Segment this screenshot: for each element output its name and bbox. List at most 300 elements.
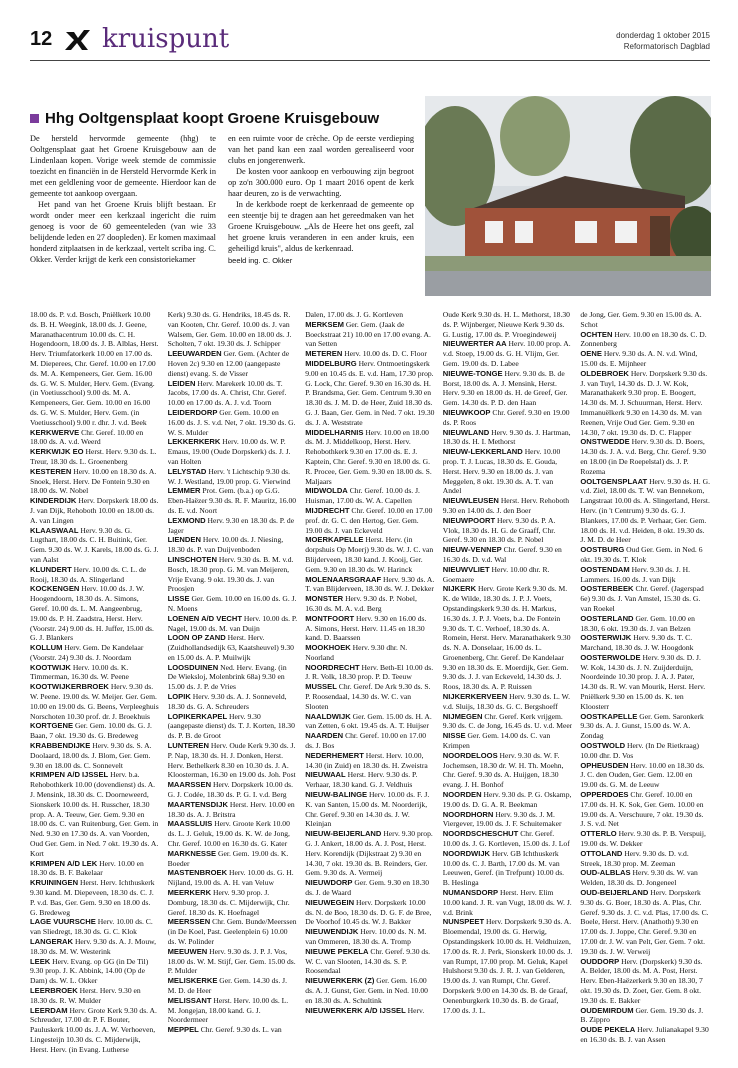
service-entry	[305, 878, 435, 898]
service-entry	[168, 663, 298, 692]
service-details: Herv. GB Ichthuskerk 10.00 ds. C. J. Barth, 17.00 ds. M. van Leeuwen, Geref. (in Trefpunt) 10.00 ds. B. Heslinga	[442, 848, 565, 888]
place-name: LIENDEN	[167, 535, 201, 545]
service-entry	[168, 976, 298, 996]
service-entry	[305, 712, 435, 732]
service-details: Herv. 10.00 ds. D. C. Floor	[344, 349, 427, 359]
section-title: kruispunt	[102, 24, 230, 54]
place-name: LEXMOND	[167, 515, 206, 525]
service-details: Chr. Geref. De Ark 9.30 ds. S. P. Roosendaal, 14.30 ds. W. C. van Slooten	[305, 682, 431, 711]
service-details: Herv. Grote Kerk 9.30 ds. A. Schreuder, 17.00 dr. P. F. Bouter, Pauluskerk 10.00 ds. J. A. W. Verhoeven, Lingesteijn 10.30 ds. C. Mijderwijk, Herst. Herv. (in Evang. Lutherse	[30, 1005, 157, 1054]
service-details: Herv. 10.00 en 18.30 ds. J. C. den Ouden, Ger. Gem. 12.00 en 19.00 ds. G. M. de Leeuw	[580, 760, 705, 790]
service-details: Herst. Herv. Rehoboth 9.30 en 14.00 ds. J. den Boer	[442, 496, 570, 515]
place-name: NUMANSDORP	[442, 888, 499, 898]
place-name: NIEUWERKERK A/D IJSSEL	[305, 1005, 406, 1015]
place-name: LEERBROEK	[30, 985, 78, 995]
service-entry	[443, 428, 573, 448]
place-name: NIEUWPOORT	[442, 515, 496, 525]
issue-info	[616, 30, 710, 52]
page-header	[30, 24, 710, 61]
place-name: NIJMEGEN	[442, 711, 483, 721]
service-details: Herv. 9.30 ds. J. Hartman, 18.30 ds. H. I. Methorst	[442, 427, 571, 447]
service-entry	[305, 643, 435, 663]
service-entry	[168, 535, 298, 555]
service-details: Herv. 9.30 ds. P. G. Oskamp, 19.00 ds. D. G. A. R. Beekman	[442, 790, 572, 809]
service-details: Chr. Geref. 10.00 ds. J. G. Kortleven, 15.00 ds. J. Lof	[442, 829, 570, 849]
service-details: Herv. Gem. De Kandelaar (Voorstr. 24) 9.30 ds. J. Noordam	[30, 643, 144, 662]
service-entry	[168, 741, 298, 780]
place-name: MUSSEL	[305, 682, 337, 692]
service-details: Herv. 10.00 ds. J. Niesing, 18.30 ds. P. van Duijvenboden	[167, 535, 284, 555]
place-name: OOSTERLAND	[580, 613, 634, 623]
service-entry	[305, 751, 435, 771]
listing-column-3	[305, 310, 435, 1060]
service-entry	[30, 741, 160, 770]
service-entry	[168, 516, 298, 536]
service-details: Herv. Dorpskerk 9.30 ds. J. van Tuyl, 14.30 ds. D. J. W. Kok, Maranathakerk 9.30 prop. E. Boogert, 14.30 ds. M. J. Schuurman, Herst. Herv. Immanuëlkerk 9.30 en 14.30 ds. M. van Reenen, Vrije Oud Ger. Gem. 9.30 en 14.30, 7 okt. 19.30 ds. D. C. Flapper	[580, 368, 708, 437]
service-details: Ger. Gem. 14.30 ds. J. M. D. de Heer	[167, 976, 288, 995]
place-name: LEEUWARDEN	[167, 349, 222, 359]
service-entry	[305, 663, 435, 683]
listing-column-5	[580, 310, 710, 1060]
place-name: NIEUWENDIJK	[305, 927, 359, 937]
service-details: Oud Ger. Gem. in Ned. 6 okt. 19.30 ds. T. Klok	[580, 545, 703, 564]
place-name: KOCKENGEN	[30, 584, 80, 594]
service-entry	[580, 584, 710, 613]
service-details: Herv. 9.30 en 18.30 ds. P. de Jager	[167, 515, 295, 535]
service-entry	[30, 957, 160, 986]
service-details: Herv. 9.30 ds. B. M. v.d. Bosch, 18.30 prop. G. M. van Meijeren, Vrije Evang. 9 okt. 19.30 ds. J. van Proosjen	[167, 554, 294, 594]
place-name: OTTERLO	[580, 829, 617, 839]
service-entry	[168, 437, 298, 466]
service-details: Herv. 9.30 ds. J. H. Lammers. 16.00 ds. J. van Dijk	[580, 564, 690, 584]
service-entry	[305, 359, 435, 428]
service-entry	[168, 467, 298, 487]
place-name: NIEUWEGEIN	[305, 897, 355, 907]
service-entry	[305, 682, 435, 711]
service-entry	[168, 692, 298, 712]
service-entry	[168, 868, 298, 888]
service-entry	[30, 937, 160, 957]
building-image	[425, 96, 711, 296]
service-details: Dalen, 17.00 ds. J. G. Kortleven	[305, 310, 404, 319]
page-number: 12	[30, 28, 53, 50]
service-details: Herv. 9.30 ds. D. J. W. Kok, 14.30 ds. J. N. Zuijderduijn, Noordeinde 10.30 prop. J. A. J. Pater, 14.30 ds. R. W. van Mourik, Herst. Herv. Pniëlkerk 9.30 en 15.00 ds. K. ten Kloosterr	[580, 652, 706, 711]
article	[30, 110, 414, 266]
service-details: Oude Kerk 9.30 ds. H. L. Methorst, 18.30 ds. P. Wijnberger, Nieuwe Kerk 9.30 ds. G. Lustig, 17.00 ds. P. Vroegindeweij	[442, 310, 570, 339]
place-name: MEEUWEN	[167, 946, 208, 956]
service-details: Kerk) 9.30 ds. G. Hendriks, 18.45 ds. R. van Kooten, Chr. Geref. 10.00 ds. J. van Walsem, Ger. Gem. 10.00 en 18.00 ds. J. Scholten, 7 okt. 19.30 ds. J. Schipper	[167, 310, 292, 349]
service-details: Ger. Gem. 9.30 en 18.30 ds. J. de Waard	[305, 878, 430, 898]
service-entry	[168, 888, 298, 917]
service-details: Herv. 9.30 ds. H. G. v.d. Ziel, 18.00 ds. T. W. van Bennekom, Langstraat 10.00 ds. A. Slingerland, Herst. Herv. (in 't Centrum) 9.30 ds. G. J. Blankers, 17.00 ds. P. Verhaar, Ger. Gem. 18.00 ds. H. v.d. Heiden, 8 okt. 19.30 ds. J. M. D. de Heer	[580, 476, 710, 545]
service-details: Herv. 9.30 ds. A. T. van Blijderveen, 18.30 ds. W. J. Dekker	[305, 574, 435, 594]
service-entry	[580, 1006, 710, 1026]
service-details: Herv. Marekerk 10.00 ds. T. Jacobs, 17.00 ds. A. Christ, Chr. Geref. 10.00 en 17.00 ds. A. J. v.d. Toorn	[167, 378, 287, 408]
service-details: Herv. 10.00 ds. K. Timmerman, 16.30 ds. W. Peene	[30, 662, 129, 682]
service-details: Chr. Geref. 10.00 en 17.00 prof. dr. G. C. den Hertog, Ger. Gem. 19.00 ds. J. van Eckeveld	[305, 505, 433, 535]
place-name: NIEUWVLIET	[442, 564, 490, 574]
service-details: Chr. Geref. 10.00 en 17.00 ds. H. K. Sok, Ger. Gem. 10.00 en 19.00 ds. A. Verschuure, 7 okt. 19.30 ds. J. S. v.d. Net	[580, 790, 704, 829]
place-name: KOLLUM	[30, 643, 63, 653]
place-name: LEERDAM	[30, 1005, 68, 1015]
service-entry	[30, 643, 160, 663]
place-name: NIEUWAAL	[305, 770, 346, 780]
article-column-2	[228, 133, 414, 266]
service-entry	[443, 447, 573, 496]
service-entry	[580, 330, 710, 350]
place-name: MELISSANT	[167, 995, 212, 1005]
place-name: KRUININGEN	[30, 878, 79, 888]
service-details: Herv. 9.30 ds. P. A. Vlok, 18.30 ds. H. G. de Graaff, Chr. Geref. 9.30 en 18.30 ds. P. Nobel	[442, 515, 556, 545]
place-name: MIJDRECHT	[305, 505, 350, 515]
place-name: NISSE	[442, 731, 466, 741]
service-details: Herv. 9.30 ds. B. de Borst, 18.00 ds. A. J. Mensink, Herst. Herv. 9.30 en 18.00 ds. H. de Greef, Ger. Gem. 14.30 ds. P. D. den Haan	[442, 368, 568, 408]
place-name: KERKWERVE	[30, 427, 80, 437]
service-entry	[580, 633, 710, 653]
place-name: MONSTER	[305, 594, 344, 604]
place-name: NOORDEN	[442, 790, 482, 800]
service-entry	[305, 506, 435, 535]
service-entry	[168, 947, 298, 976]
service-entry	[168, 1025, 298, 1035]
service-entry	[443, 810, 573, 830]
service-entry	[580, 349, 710, 369]
service-entry	[168, 349, 298, 378]
place-name: NIJKERKERVEEN	[442, 692, 508, 702]
service-entry	[580, 369, 710, 438]
place-name: LISSE	[167, 594, 190, 604]
place-name: MASTENBROEK	[167, 868, 228, 878]
service-details: Herv. 9.30 ds. D. v.d. Streek, 18.30 prop. M. Zeeman	[580, 848, 689, 868]
place-name: LINSCHOTEN	[167, 554, 217, 564]
service-entry	[580, 653, 710, 712]
service-entry	[168, 614, 298, 634]
place-name: MOOKHOEK	[305, 643, 351, 653]
service-entry	[168, 712, 298, 741]
service-entry	[30, 721, 160, 741]
service-details: Herv. 9.30 ds. W. Peene. 19.00 ds. W. Meijer. Ger. Gem. 10.00 en 19.00 ds. G. Beens, Verpleeghuis Norschoten 10.30 prof. dr. J. Broekhuis	[30, 682, 159, 721]
service-entry	[168, 819, 298, 848]
service-details: Herv. 10.00 en 18.00 ds. M. J. Middelkoop, Herst. Herv. Rehobothkerk 9.30 en 17.00 ds. E. J. Kaptein, Chr. Geref. 9.30 en 18.00 ds. G. R. Procee, Ger. Gem. 9.30 en 18.00 ds. S. Maljaars	[305, 427, 432, 486]
place-name: OUD-ALBLAS	[580, 868, 631, 878]
place-name: OCHTEN	[580, 329, 613, 339]
service-entry	[443, 790, 573, 810]
place-name: OUDDORP	[580, 956, 620, 966]
place-name: OOSTBURG	[580, 545, 625, 555]
place-name: OUDEMIRDUM	[580, 1005, 634, 1015]
place-name: MOERKAPELLE	[305, 535, 364, 545]
place-name: OLDEBROEK	[580, 368, 629, 378]
service-entry	[580, 545, 710, 565]
service-entry	[443, 712, 573, 732]
service-details: Herv. 10.00 prop. T. J. Lucas, 18.30 ds. E. Gouda, Herst. Herv. 9.30 en 18.00 ds. J. van Meggelen, 8 okt. 19.30 ds. A. T. van Andel	[442, 447, 561, 496]
place-name: NIEUWLAND	[442, 427, 490, 437]
service-entry	[580, 741, 710, 761]
place-name: LOON OP ZAND	[167, 633, 226, 643]
service-details: Herv. Dorpskerk 10.00 ds. G. J. Codée, 18.30 ds. P. G. I. v.d. Berg	[167, 780, 294, 800]
service-details: Ger. Gem. 14.00 ds. C. van Krimpen	[442, 731, 551, 751]
photo-caption: beeld ing. C. Okker	[228, 256, 293, 265]
place-name: NIEUWERKERK (Z)	[305, 976, 375, 986]
service-entry	[580, 437, 710, 476]
article-paragraph: en een ruimte voor de crèche. Op de eerste verdieping van het pand kan een zaal worden gerealiseerd voor clubs en jongerenwerk.	[228, 134, 414, 165]
place-name: NIEUWE PEKELA	[305, 946, 369, 956]
service-details: Chr. Geref. 10.00 en 17.00 ds. J. Bos	[305, 731, 427, 751]
service-details: Herv. 10.00 ds. W. P. Emaus, 19.00 (Oude Dorpskerk) ds. J. J. van Holten	[167, 437, 291, 466]
service-entry	[580, 712, 710, 741]
service-entry	[443, 829, 573, 849]
service-entry	[305, 349, 435, 359]
service-details: Herv. 9.30 ds. A. J. Mouw, 18.30 ds. M. W. Westerink	[30, 937, 157, 956]
place-name: OOSTKAPELLE	[580, 711, 638, 721]
service-details: Herst. Herv. 9.30 en 18.30 ds. R. W. Mulder	[30, 985, 141, 1005]
service-entry	[168, 633, 298, 662]
service-details: Herv. 10.00 prop. A. v.d. Stoep, 19.00 ds. G. H. Vlijm, Ger. Gem. 19.00 ds. D. Labee	[442, 339, 571, 368]
place-name: OOSTWOLD	[580, 741, 626, 751]
place-name: KORTGENE	[30, 721, 74, 731]
service-details: Ger. Gem. 10.00 en 16.00 ds. J. S. v.d. Net, 7 okt. 19.30 ds. G. W. S. Mulder	[167, 407, 296, 437]
service-entry	[168, 780, 298, 800]
service-entry	[305, 428, 435, 487]
place-name: NOORDSCHESCHUT	[442, 829, 519, 839]
service-entry	[30, 878, 160, 917]
service-details: Herv. Evang. op GG (in De Til) 9.30 prop. J. K. Abbink, 14.00 (Op de Dam) ds. W. L. Okker	[30, 956, 149, 986]
service-details: Herv. 9.30 ds. A. N. v.d. Wind, 15.00 ds. E. Mijnheer	[580, 349, 698, 368]
service-details: Herv. 9.30 ds. G. Lugthart, 18.00 ds. C. H. Buitink, Ger. Gem. 9.30 ds. W. J. Karels, 18.00 ds. G. J. van Aalst	[30, 525, 159, 564]
place-name: NIEUWERTER AA	[442, 339, 507, 349]
service-details: Chr. Geref. 9.30 ds. L. van	[200, 1025, 282, 1035]
service-details: Chr. Geref. 9.30 en 16.30 ds. D. v.d. Wal	[442, 545, 562, 564]
service-details: Ger. Gem. (Jaak de Boeckstraat 21) 10.00 en 17.00 evang. A. van Setten	[305, 319, 431, 349]
service-details: Herv. 9.30 ds. S. A. Doolaard, 18.00 ds. J. Blom, Ger. Gem. 9.30 en 18.00 ds. C. Sonnevelt	[30, 741, 152, 770]
place-name: NIEUWE-TONGE	[442, 368, 503, 378]
place-name: KERKWIJK EO	[30, 447, 84, 457]
place-name: NOORDELOOS	[442, 750, 498, 760]
service-details: Herv. Ontmoetingskerk 9.00 en 10.45 ds. E. v.d. Ham, 17.30 prop. G. Lock, Chr. Geref. 9.30 en 16.30 ds. H. P. Brandsma, Ger. Gem. Centrum 9.30 en 18.30 ds. J. M. D. de Heer, Zuid 18.30 ds. G. J. Baan, Ger. Gem. in Ned. 7 okt. 19.30 ds. J. A. Weststrate	[305, 358, 435, 427]
service-entry	[580, 761, 710, 790]
issue-date: donderdag 1 oktober 2015	[616, 31, 710, 40]
service-entry	[30, 496, 160, 525]
service-details: Ger. Gem. (Achter de Hoven 2c) 9.30 en 12.00 (aangepaste dienst) evang. S. de Visser	[167, 349, 290, 378]
article-paragraph: De kosten voor aankoop en verbouwing zijn begroot op zo'n 300.000 euro. Op 1 maart 2016 opent de kerk haar deuren, zo is de verwachting.	[228, 167, 414, 198]
service-details: Chr. Geref. 9.30 ds. W. C. van Slooten, 14.30 ds. S. P. Roosendaal	[305, 946, 431, 976]
service-entry	[443, 917, 573, 1015]
headline-text: Hhg Ooltgensplaat koopt Groene Kruisgebouw	[45, 110, 380, 127]
service-entry	[30, 310, 160, 428]
service-entry	[443, 584, 573, 692]
service-details: Herv. Julianakapel 9.30 en 16.30 ds. B. J. van Assen	[580, 1025, 709, 1044]
service-entry	[305, 770, 435, 790]
service-entry	[305, 790, 435, 829]
service-details: Herv. 9.30 ds. W. F. Jochemsen, 18.30 dr. W. H. Th. Moehn, Chr. Geref. 9.30 ds. A. Huijgen, 18.30 evang. J. H. Bonhof	[442, 750, 564, 790]
service-details: Ger. Gem. 10.00 ds. G. J. Baan, 7 okt. 19.30 ds. G. Bredeweg	[30, 721, 152, 741]
service-details: Herv. 10.00 ds. C. van Sliedregt, 18.30 ds. G. C. Klok	[30, 917, 153, 937]
article-paragraph: Het pand van het Groene Kruis blijft bestaan. Er wordt onder meer een kerkzaal ingericht die ruim genoeg is voor de 60 gemeenteleden (van wie 33 belijdende leden en 27 doopleden). Er komen maximaal honderd zitplaatsen in de kerkzaal, vertelt scriba ing. C. Okker. Verder krijgt de kerk een consistoriekamer	[30, 200, 216, 264]
place-name: OOSTERWIJK	[580, 633, 632, 643]
place-name: KRABBENDIJKE	[30, 741, 91, 751]
service-entry	[30, 986, 160, 1006]
place-name: KOOTWIJK	[30, 662, 71, 672]
place-name: OENE	[580, 349, 602, 359]
service-entry	[580, 477, 710, 546]
service-entry	[443, 310, 573, 339]
place-name: NUNSPEET	[442, 917, 485, 927]
service-details: Prot. Gem. (b.a.) op G.G. Eben-Haëzer 9.30 ds. R. F. Mauritz, 16.00 ds. E. v.d. Noort	[167, 486, 297, 515]
service-entry	[30, 859, 160, 879]
service-entry	[305, 535, 435, 574]
place-name: NIEUW-LEKKERLAND	[442, 447, 523, 457]
service-details: Herv. 10.00 ds. J. W. Hoogendoorn, 18.30 ds. A. Simons, Geref. 10.00 ds. L. M. Aangeenbrug, 19.00 ds. P. H. Zaadstra, Herst. Herv. (Voorstr. 24) 9.00 ds. H. Juffer, 15.00 ds. G. J. Blankers	[30, 584, 154, 643]
service-entry	[443, 565, 573, 585]
service-details: Herv. (In De Rietkraag) 10.00 dhr. D. Vos	[580, 741, 700, 760]
place-name: LAGE VUURSCHE	[30, 917, 96, 927]
place-name: KLUNDERT	[30, 564, 72, 574]
article-headline	[30, 110, 414, 127]
service-details: Herv. (Dorpskerk) 9.30 ds. A. Belder, 18.00 ds. M. A. Post, Herst. Herv. Eben-Haëzerkerk 9.30 en 18.30, 7 okt. 19.30 ds. D. Zoet, Ger. Gem. 8 okt. 19.30 ds. E. Bakker	[580, 956, 703, 1005]
service-entry	[305, 829, 435, 878]
service-entry	[580, 565, 710, 585]
service-entry	[580, 957, 710, 1006]
place-name: MEPPEL	[167, 1025, 199, 1035]
service-entry	[30, 682, 160, 721]
place-name: KLAASWAAL	[30, 525, 79, 535]
place-name: MERKSEM	[305, 319, 345, 329]
service-details: Herv. 10.00 en 18.30 ds. A. Snoek, Herst. Herv. De Fontein 9.30 en 18.00 ds. W. Nobel	[30, 466, 157, 496]
service-details: Herv. Dorpskerk 10.00 ds. N. de Boo, 18.30 ds. D. G. F. de Bree, De Voorhof 10.45 ds. W. J. Bakker	[305, 897, 432, 927]
place-name: METEREN	[305, 349, 343, 359]
service-entry	[305, 614, 435, 643]
service-details: Herst. Herv. 9.30 ds. P. Verhaar, 18.30 kand. G. J. Veldhuis	[305, 770, 418, 790]
place-name: NIEUW-BALINGE	[305, 790, 368, 800]
service-entry	[30, 467, 160, 496]
place-name: LEEK	[30, 956, 51, 966]
bullet-square-icon	[30, 114, 39, 123]
service-entry	[30, 526, 160, 565]
service-details: Ger. Gem. 10.00 en 16.00 ds. G. J. N. Moens	[167, 594, 297, 613]
service-details: Herv. 't Lichtschip 9.30 ds. W. J. Westland, 19.00 prop. G. Vierwind	[167, 466, 291, 486]
newspaper-name: Reformatorisch Dagblad	[623, 42, 710, 51]
service-details: Herst. Herv. 9.30 ds. L. Treur, 18.30 ds. L. Groenenberg	[30, 447, 157, 466]
building-photo	[425, 96, 711, 296]
service-entry	[30, 663, 160, 683]
article-paragraph: De hersteld hervormde gemeente (hhg) te Ooltgensplaat gaat het Groene Kruisgebouw aan de Lindenlaan kopen. Vorige week stemde de commissie toezicht en financiën in de Hersteld Hervormde Kerk in met een geldlening voor de gemeente. Hierdoor kan de gemeente tot aankoop overgaan.	[30, 134, 216, 198]
service-entry	[443, 408, 573, 428]
service-entry	[305, 927, 435, 947]
place-name: NAALDWIJK	[305, 711, 351, 721]
place-name: KRIMPEN A/D LEK	[30, 858, 98, 868]
service-details: Chr. Geref. 10.00 en 18.00 ds. A. v.d. Weerd	[30, 427, 144, 447]
service-entry	[168, 594, 298, 614]
service-details: Ger. Gem. Saronkerk 9.30 ds. A. J. Gunst, 15.00 ds. W. A. Zondag	[580, 711, 704, 741]
article-paragraph: In de kerkbode roept de kerkenraad de gemeente op een steentje bij te dragen aan het gereedmaken van het Groene Kruisgebouw. „Als de Heere het ons geeft, zal het groene kruis veranderen in een ander kruis, een geheiligd kruis", aldus de kerkenraad.	[228, 200, 414, 253]
service-details: Herv. Dorpskerk 18.00 ds. J. van Dijk, Rehoboth 10.00 en 18.00 ds. A. van Lingen	[30, 496, 159, 525]
service-entry	[30, 584, 160, 643]
service-details: Herv. 10.00 en 18.30 ds. B. F. Bakelaar	[30, 858, 144, 878]
service-details: Herv. 10.00 ds. P. Nagel, 19.00 ds. M. van Duijn	[167, 613, 298, 633]
service-entry	[305, 731, 435, 751]
service-entry	[305, 486, 435, 506]
place-name: MARKNESSE	[167, 848, 217, 858]
service-details: Herv. 10.00 ds. N. M. van Ommeren, 18.30 ds. A. Tromp	[305, 927, 427, 946]
service-details: Herv. Dorpskerk 9.30 ds. A. Bloemendal, 19.00 ds. G. Herwig, Opstandingskerk 10.00 ds. H. Veldhuizen, 17.00 ds. R. J. Perk, Sionskerk 10.00 ds. J. van Rumpt, 17.00 prop. M. Geluk, Kapel Hulshorst 9.30 ds. J. R. J. van Gelderen, 19.00 ds. J. van Rumpt, Chr. Geref. Dorpskerk 9.00 en 14.30 ds. B. de Graaf, Oenenburgkerk 10.30 ds. B. de Graaf, 17.00 ds. J. L.	[442, 917, 573, 1015]
service-entry	[580, 790, 710, 829]
place-name: OOSTERWOLDE	[580, 652, 641, 662]
place-name: LOENEN A/D VECHT	[167, 613, 242, 623]
service-details: Herv. 9.30 ds. J. M. Viergever, 19.00 ds. J. F. Schuitemaker	[442, 809, 562, 829]
place-name: NEDERHEMERT	[305, 750, 364, 760]
service-details: Herv. 9.30 ds. L. W. v.d. Sluijs, 18.30 ds. G. C. Bergshoeff	[442, 692, 571, 711]
service-entry	[580, 829, 710, 849]
service-details: Chr. Geref. (Jagerspad 6e) 9.30 ds. J. Van Amstel, 15.30 ds. G. van Roekel	[580, 584, 704, 613]
service-details: Herv. 9.30 dhr. N. Noorland	[305, 643, 408, 662]
service-details: Herv. Grote Kerk 9.30 ds. M. K. de Wilde, 18.30 ds. J. P. J. Voets, Opstandingskerk 9.30 ds. H. Markus, 16.30 ds. J. P. J. Voets, b.a. De Fontein 9.30 ds. T. C. Verhoef, 18.30 ds. A. Romein, Herst. Herv. Maranathakerk 9.30 ds. N. A. Donselaar, 16.00 ds. L. Groenenberg, Chr. Geref. De Kandelaar 9.30 en 18.30 ds. E. Moerdijk, Ger. Gem. 9.30 ds. J. J. van Eckeveld, 14.30 ds. J. Roos, 18.30 ds. A. P. Ruissen	[442, 584, 571, 692]
place-name: OPPERDOES	[580, 790, 629, 800]
service-entry	[168, 379, 298, 408]
place-name: MIDDELBURG	[305, 358, 357, 368]
place-name: LOOSDUINEN	[167, 662, 219, 672]
service-details: Herv. 9.30 ds. D. Boers, 14.30 ds. J. A. v.d. Berg, Chr. Geref. 9.30 en 18.00 (in De Roepelstal) ds. J. P. Rozema	[580, 437, 706, 476]
place-name: NIEUWLEUSEN	[442, 496, 499, 506]
place-name: MONTFOORT	[305, 613, 355, 623]
place-name: OUDE PEKELA	[580, 1025, 636, 1035]
service-entry	[168, 310, 298, 349]
place-name: KOOTWIJKERBROEK	[30, 682, 109, 692]
place-name: MAASSLUIS	[167, 819, 213, 829]
service-entry	[443, 751, 573, 790]
service-entry	[168, 996, 298, 1025]
service-details: Ger. Gem. 15.00 ds. H. A. van Zetten, 6 okt. 19.45 ds. A. T. Huijser	[305, 711, 432, 731]
place-name: OUD-BEIJERLAND	[580, 888, 649, 898]
service-entry	[443, 692, 573, 712]
service-entry	[443, 516, 573, 545]
place-name: MEERKERK	[167, 888, 212, 898]
service-details: Herv. Beth-El 10.00 ds. J. R. Volk, 18.30 prop. P. D. Teeuw	[305, 662, 434, 682]
place-name: KRIMPEN A/D IJSSEL	[30, 770, 109, 780]
place-name: MAARTENSDIJK	[167, 799, 228, 809]
service-entry	[30, 447, 160, 467]
place-name: LELYSTAD	[167, 466, 207, 476]
place-name: NIEUW-BEIJERLAND	[305, 829, 382, 839]
service-entry	[580, 614, 710, 634]
place-name: MOLENAARSGRAAF	[305, 574, 382, 584]
place-name: LOPIKERKAPEL	[167, 711, 228, 721]
place-name: MIDDELHARNIS	[305, 427, 364, 437]
service-details: 18.00 ds. P. v.d. Bosch, Pniëlkerk 10.00 ds. B. H. Weegink, 18.00 ds. J. Geene, Maranathacentrum 10.00 ds. C. H. Hogendoorn, 18.00 ds. J. B. Alblas, Herst. Herv. Triumfatorkerk 10.00 en 17.00 ds. M. Dieperees, Chr. Geref. 10.00 en 17.00 ds. M. A. Kempeneers, Ger. Gem. 16.00 ds. G. W. S. Mulder, Herv. Gem. (Evang. (in Voetiusschool) 9.00 ds. M. A. Kempeneers, Ger. Gem. 10.00 en 16.00 ds. G. W. S. Mulder, Herv. Gem. (in Voetiusschool) 9.00 r. dhr. J. v.d. Beek	[30, 310, 159, 427]
place-name: LEMMER	[167, 486, 201, 496]
service-entry	[580, 849, 710, 869]
service-details: Herv. 9.30 ds. W. van Welden, 18.30 ds. D. Jongeneel	[580, 868, 698, 888]
church-services-listing	[30, 310, 710, 1060]
service-details: Chr. Geref. 10.00 ds. J. Huisman, 17.00 ds. W. A. Capellen	[305, 486, 420, 506]
place-name: NIEUWKOOP	[442, 407, 491, 417]
service-entry	[580, 888, 710, 957]
place-name: OOLTGENSPLAAT	[580, 476, 648, 486]
place-name: OOSTENDAM	[580, 564, 630, 574]
place-name: ONSTWEDDE	[580, 437, 630, 447]
listing-column-4	[443, 310, 573, 1060]
place-name: LOPIK	[167, 692, 191, 702]
service-details: Herv. 10.00 en 18.30 ds. C. D. Zonnenberg	[580, 329, 707, 349]
service-details: Ger. Gem. 16.00 ds. A. J. Gunst, Ger. Gem. in Ned. 10.00 en 18.30 ds. A. Schultink	[305, 976, 428, 1005]
place-name: OTTOLAND	[580, 848, 623, 858]
service-details: de Jong, Ger. Gem. 9.30 en 15.00 ds. A. Schot	[580, 310, 702, 329]
listing-column-2	[168, 310, 298, 1060]
place-name: MAARSSEN	[167, 780, 212, 790]
place-name: NIEUWDORP	[305, 878, 353, 888]
service-entry	[305, 1006, 435, 1016]
service-entry	[168, 486, 298, 515]
service-entry	[168, 555, 298, 594]
